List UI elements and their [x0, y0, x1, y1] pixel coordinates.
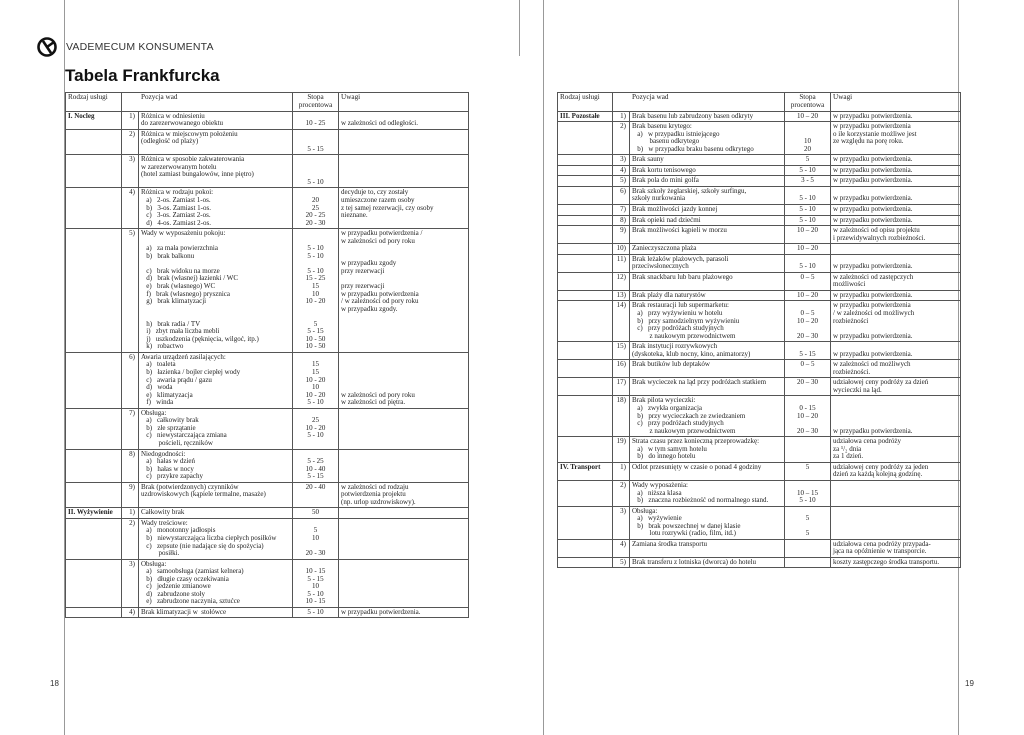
item-number-cell: 3)	[122, 559, 139, 607]
item-number-cell: 2)	[122, 129, 139, 155]
notes-cell: w przypadku potwierdzenia / w zależności od możliwych rozbieżności w przypadku potwierdzenia.	[831, 301, 961, 342]
position-cell: Brak sauny	[630, 155, 785, 166]
notes-cell: udziałowej ceny podróży za dzień wycieczki na ląd.	[831, 378, 961, 396]
page-fold-left	[519, 0, 520, 56]
position-cell: Wady wyposażenia: a) niższa klasa b) znaczna rozbieżność od normalnego stand.	[630, 480, 785, 506]
position-cell: Obsługa: a) wyżywienie b) brak powszechnej w danej klasie lotu rozrywki (radio, film, itd.)	[630, 506, 785, 539]
notes-cell: w zależności od zastępczych możliwości	[831, 272, 961, 290]
table-row	[558, 272, 961, 290]
table-row	[558, 290, 961, 301]
column-header-category: Rodzaj usługi	[66, 93, 122, 112]
table-row	[66, 482, 469, 508]
percent-cell: 5 10 20 - 30	[293, 518, 339, 559]
item-number-cell: 10)	[613, 244, 630, 255]
position-cell: Zanieczyszczona plaża	[630, 244, 785, 255]
percent-cell: 10 – 20	[785, 290, 831, 301]
percent-cell: 0 – 5	[785, 360, 831, 378]
item-number-cell: 19)	[613, 437, 630, 463]
table-row	[558, 186, 961, 204]
item-number-cell: 5)	[613, 557, 630, 568]
notes-cell: w przypadku potwierdzenia.	[831, 205, 961, 216]
position-cell: Brak możliwości jazdy konnej	[630, 205, 785, 216]
notes-cell	[339, 508, 469, 519]
item-number-cell: 1)	[122, 508, 139, 519]
table-row	[558, 462, 961, 480]
category-cell	[66, 229, 122, 353]
percent-cell: 0 – 5	[785, 272, 831, 290]
item-number-cell: 3)	[613, 155, 630, 166]
brand-name: VADEMECUM KONSUMENTA	[66, 41, 214, 53]
column-header-position: Pozycja wad	[122, 93, 293, 112]
item-number-cell: 12)	[613, 272, 630, 290]
percent-cell: 5 - 15	[293, 129, 339, 155]
table-row	[66, 518, 469, 559]
position-cell: Zamiana środka transportu	[630, 539, 785, 557]
item-number-cell: 1)	[613, 111, 630, 122]
position-cell: Brak snackbaru lub baru plażowego	[630, 272, 785, 290]
table-row	[558, 557, 961, 568]
percent-cell: 5 - 10	[293, 155, 339, 188]
item-number-cell: 9)	[613, 226, 630, 244]
table-row	[558, 176, 961, 187]
category-cell	[66, 352, 122, 408]
table-row	[558, 155, 961, 166]
position-cell: Wady treściowe: a) monotonny jadłospis b) niewystarczająca liczba ciepłych posiłków c) zepsute (nie nadające się do spożycia) posiłki.	[139, 518, 293, 559]
notes-cell	[831, 244, 961, 255]
percent-cell: 10 – 20	[785, 244, 831, 255]
item-number-cell: 8)	[122, 449, 139, 482]
category-cell	[558, 244, 613, 255]
notes-cell: w przypadku potwierdzenia / w zależności od pory roku w przypadku zgody przy rezerwacji przy rezerwacji w przypadku potwierdzenia / w zależności od pory roku w przypadku zgody.	[339, 229, 469, 353]
frankfurt-table-left	[65, 92, 469, 618]
notes-cell: koszty zastępczego środka transportu.	[831, 557, 961, 568]
position-cell: Brak kortu tenisowego	[630, 165, 785, 176]
column-header-position: Pozycja wad	[613, 93, 785, 112]
table-row	[558, 506, 961, 539]
table-row	[66, 449, 469, 482]
item-number-cell: 6)	[613, 186, 630, 204]
percent-cell	[785, 557, 831, 568]
notes-cell	[339, 408, 469, 449]
category-cell	[558, 186, 613, 204]
position-cell: Brak wycieczek na ląd przy podróżach statkiem	[630, 378, 785, 396]
notes-cell: w przypadku potwierdzenia.	[831, 176, 961, 187]
percent-cell	[785, 539, 831, 557]
item-number-cell: 2)	[613, 122, 630, 155]
table-row	[66, 352, 469, 408]
category-cell	[558, 122, 613, 155]
column-header-percent: Stopa procentowa	[293, 93, 339, 112]
notes-cell: w zależności od odległości.	[339, 111, 469, 129]
item-number-cell: 18)	[613, 396, 630, 437]
item-number-cell: 7)	[122, 408, 139, 449]
percent-cell: 5 5	[785, 506, 831, 539]
notes-cell: w przypadku potwierdzenia.	[831, 186, 961, 204]
position-cell: Brak basenu lub zabrudzony basen odkryty	[630, 111, 785, 122]
category-cell	[66, 607, 122, 618]
percent-cell: 20 25 20 - 25 20 - 30	[293, 188, 339, 229]
column-header-category: Rodzaj usługi	[558, 93, 613, 112]
percent-cell: 10 - 25	[293, 111, 339, 129]
position-cell: Brak instytucji rozrywkowych (dyskoteka, klub nocny, kino, animatorzy)	[630, 342, 785, 360]
position-cell: Brak restauracji lub supermarketu: a) przy wyżywieniu w hotelu b) przy samodzielnym wyżywieniu c) przy podróżach studyjnych z naukowym przewodnictwem	[630, 301, 785, 342]
position-cell: Brak możliwości kąpieli w morzu	[630, 226, 785, 244]
item-number-cell: 11)	[613, 254, 630, 272]
table-row	[558, 226, 961, 244]
percent-cell: 20 – 30	[785, 378, 831, 396]
notes-cell: w przypadku potwierdzenia.	[831, 396, 961, 437]
frankfurt-table-right	[557, 92, 961, 568]
item-number-cell: 2)	[122, 518, 139, 559]
percent-cell: 0 – 5 10 – 20 20 – 30	[785, 301, 831, 342]
table-body-left	[66, 111, 469, 618]
position-cell: Brak szkoły żeglarskiej, szkoły surfingu, szkoły nurkowania	[630, 186, 785, 204]
category-cell	[558, 506, 613, 539]
notes-cell: udziałowa cena podróży za ¹/₂ dnia za 1 dzień.	[831, 437, 961, 463]
table-row	[558, 111, 961, 122]
item-number-cell: 8)	[613, 215, 630, 226]
position-cell: Brak pilota wycieczki: a) zwykła organizacja b) przy wycieczkach ze zwiedzaniem c) przy podróżach studyjnych z naukowym przewodnictwem	[630, 396, 785, 437]
position-cell: Niedogodności: a) hałas w dzień b) hałas w nocy c) przykre zapachy	[139, 449, 293, 482]
notes-cell	[339, 129, 469, 155]
table-row	[558, 480, 961, 506]
table-row	[558, 378, 961, 396]
table-row	[66, 607, 469, 618]
table-row	[558, 205, 961, 216]
position-cell: Obsługa: a) samoobsługa (zamiast kelnera) b) długie czasy oczekiwania c) jedzenie zmianowe d) zabrudzone stoły e) zabrudzone naczynia, sztućce	[139, 559, 293, 607]
page-title: Tabela Frankfurcka	[65, 66, 220, 85]
category-cell: IV. Transport	[558, 462, 613, 480]
item-number-cell: 13)	[613, 290, 630, 301]
notes-cell: w zależności od rodzaju potwierdzenia projektu (np. urlop uzdrowiskowy).	[339, 482, 469, 508]
percent-cell: 3 - 5	[785, 176, 831, 187]
table-header-row	[66, 93, 469, 112]
percent-cell: 10 – 20	[785, 226, 831, 244]
page-number-left: 18	[50, 679, 59, 688]
table-row	[558, 396, 961, 437]
percent-cell: 0 - 15 10 – 20 20 – 30	[785, 396, 831, 437]
notes-cell: w przypadku potwierdzenia.	[831, 155, 961, 166]
table-row	[558, 254, 961, 272]
notes-cell: w zależności od pory roku w zależności od piętra.	[339, 352, 469, 408]
category-cell	[66, 408, 122, 449]
percent-cell: 25 10 - 20 5 - 10	[293, 408, 339, 449]
table-row	[66, 229, 469, 353]
category-cell	[558, 290, 613, 301]
column-header-percent: Stopa procentowa	[785, 93, 831, 112]
percent-cell: 5 - 10	[785, 254, 831, 272]
table-row	[558, 539, 961, 557]
category-cell	[66, 188, 122, 229]
notes-cell	[339, 449, 469, 482]
position-cell: Brak opieki nad dziećmi	[630, 215, 785, 226]
table-row	[66, 129, 469, 155]
table-header-row	[558, 93, 961, 112]
percent-cell: 5 - 25 10 - 40 5 - 15	[293, 449, 339, 482]
percent-cell: 5	[785, 155, 831, 166]
percent-cell	[785, 437, 831, 463]
table-row	[558, 165, 961, 176]
table-row	[66, 559, 469, 607]
table-row	[558, 122, 961, 155]
percent-cell: 5 - 10	[293, 607, 339, 618]
category-cell	[558, 226, 613, 244]
position-cell: Brak plaży dla naturystów	[630, 290, 785, 301]
notes-cell	[831, 506, 961, 539]
table-row	[66, 188, 469, 229]
percent-cell: 15 15 10 - 20 10 10 - 20 5 - 10	[293, 352, 339, 408]
position-cell: Strata czasu przez konieczną przeprowadzkę: a) w tym samym hotelu b) do innego hotelu	[630, 437, 785, 463]
percent-cell: 10 – 20	[785, 111, 831, 122]
item-number-cell: 14)	[613, 301, 630, 342]
percent-cell: 10 – 15 5 - 10	[785, 480, 831, 506]
category-cell: I. Nocleg	[66, 111, 122, 129]
item-number-cell: 17)	[613, 378, 630, 396]
item-number-cell: 9)	[122, 482, 139, 508]
notes-cell: w przypadku potwierdzenia.	[831, 254, 961, 272]
percent-cell: 10 20	[785, 122, 831, 155]
category-cell	[558, 254, 613, 272]
percent-cell: 5 - 10	[785, 186, 831, 204]
percent-cell: 5 - 10	[785, 165, 831, 176]
percent-cell: 5 - 10 5 - 10 5 - 10 15 - 25 15 10 10 - 20 5 5 - 15 10 - 50 10 - 50	[293, 229, 339, 353]
page-number-right: 19	[965, 679, 974, 688]
notes-cell: w zależności od możliwych rozbieżności.	[831, 360, 961, 378]
notes-cell: w przypadku potwierdzenia.	[831, 215, 961, 226]
item-number-cell: 4)	[122, 188, 139, 229]
column-header-notes: Uwagi	[339, 93, 469, 112]
position-cell: Brak klimatyzacji w stołówce	[139, 607, 293, 618]
notes-cell: w przypadku potwierdzenia.	[831, 342, 961, 360]
category-cell	[558, 301, 613, 342]
table-body-right	[558, 111, 961, 568]
notes-cell: udziałowej ceny podróży za jeden dzień za każdą kolejną godzinę.	[831, 462, 961, 480]
percent-cell: 5 - 10	[785, 205, 831, 216]
item-number-cell: 16)	[613, 360, 630, 378]
category-cell	[558, 437, 613, 463]
percent-cell: 5	[785, 462, 831, 480]
notes-cell: udziałowa cena podróży przypada- jąca na opóźnienie w transporcie.	[831, 539, 961, 557]
notes-cell	[339, 559, 469, 607]
notes-cell: w przypadku potwierdzenia.	[831, 290, 961, 301]
category-cell	[558, 342, 613, 360]
table-row	[66, 155, 469, 188]
table-row	[558, 301, 961, 342]
position-cell: Brak transferu z lotniska (dworca) do hotelu	[630, 557, 785, 568]
position-cell: Brak leżaków plażowych, parasoli przeciwsłonecznych	[630, 254, 785, 272]
position-cell: Brak basenu krytego: a) w przypadku istniejącego basenu odkrytego b) w przypadku braku basenu odkrytego	[630, 122, 785, 155]
item-number-cell: 4)	[613, 165, 630, 176]
position-cell: Całkowity brak	[139, 508, 293, 519]
percent-cell: 20 - 40	[293, 482, 339, 508]
position-cell: Wady w wyposażeniu pokoju: a) za mała powierzchnia b) brak balkonu c) brak widoku na morze d) brak (własnej) łazienki / WC e) brak (własnego) WC f) brak (własnego) prysznica g) brak klimatyzacji h) brak radia / TV i) zbyt mała liczba mebli j) uszkodzenia (pęknięcia, wilgoć, itp.) k) robactwo	[139, 229, 293, 353]
table-row	[66, 508, 469, 519]
position-cell: Różnica w rodzaju pokoi: a) 2-os. Zamiast 1-os. b) 3-os. Zamiast 1-os. c) 3-os. Zamiast 2-os. d) 4-os. Zamiast 2-os.	[139, 188, 293, 229]
item-number-cell: 3)	[613, 506, 630, 539]
percent-cell: 5 - 15	[785, 342, 831, 360]
percent-cell: 50	[293, 508, 339, 519]
item-number-cell: 4)	[122, 607, 139, 618]
item-number-cell: 4)	[613, 539, 630, 557]
header	[36, 36, 214, 58]
item-number-cell: 6)	[122, 352, 139, 408]
item-number-cell: 5)	[122, 229, 139, 353]
percent-cell: 5 - 10	[785, 215, 831, 226]
position-cell: Różnica w miejscowym położeniu (odległość od plaży)	[139, 129, 293, 155]
vademecum-logo-icon	[36, 36, 58, 58]
category-cell	[558, 176, 613, 187]
notes-cell: w przypadku potwierdzenia.	[831, 111, 961, 122]
category-cell	[558, 272, 613, 290]
table-row	[558, 215, 961, 226]
category-cell: II. Wyżywienie	[66, 508, 122, 519]
item-number-cell: 5)	[613, 176, 630, 187]
position-cell: Różnica w odniesieniu do zarezerwowanego obiektu	[139, 111, 293, 129]
column-header-notes: Uwagi	[831, 93, 961, 112]
position-cell: Brak pola do mini golfa	[630, 176, 785, 187]
category-cell	[66, 449, 122, 482]
table-row	[66, 408, 469, 449]
position-cell: Obsługa: a) całkowity brak b) złe sprzątanie c) niewystarczająca zmiana pościeli, ręczników	[139, 408, 293, 449]
table-row	[558, 360, 961, 378]
item-number-cell: 7)	[613, 205, 630, 216]
item-number-cell: 3)	[122, 155, 139, 188]
position-cell: Brak butików lub deptaków	[630, 360, 785, 378]
item-number-cell: 15)	[613, 342, 630, 360]
category-cell	[558, 480, 613, 506]
category-cell	[66, 518, 122, 559]
position-cell: Odlot przesunięty w czasie o ponad 4 godziny	[630, 462, 785, 480]
item-number-cell: 1)	[122, 111, 139, 129]
position-cell: Awaria urządzeń zasilających: a) toaleta b) łazienka / bojler ciepłej wody c) awaria prądu / gazu d) woda e) klimatyzacja f) winda	[139, 352, 293, 408]
notes-cell: w przypadku potwierdzenia.	[339, 607, 469, 618]
notes-cell	[339, 518, 469, 559]
notes-cell: w zależności od opisu projektu i przewidywalnych rozbieżności.	[831, 226, 961, 244]
percent-cell: 10 - 15 5 - 15 10 5 - 10 10 - 15	[293, 559, 339, 607]
notes-cell	[339, 155, 469, 188]
notes-cell	[831, 480, 961, 506]
category-cell	[558, 557, 613, 568]
category-cell	[558, 155, 613, 166]
page-fold-right	[543, 0, 544, 735]
position-cell: Różnica w sposobie zakwaterowania w zarezerwowanym hotelu (hotel zamiast bungalowów, inne piętro)	[139, 155, 293, 188]
position-cell: Brak (potwierdzonych) czynników uzdrowiskowych (kąpiele termalne, masaże)	[139, 482, 293, 508]
category-cell	[66, 155, 122, 188]
notes-cell: w przypadku potwierdzenia.	[831, 165, 961, 176]
table-row	[558, 437, 961, 463]
category-cell	[558, 396, 613, 437]
category-cell	[558, 378, 613, 396]
category-cell	[558, 205, 613, 216]
category-cell: III. Pozostałe	[558, 111, 613, 122]
category-cell	[558, 539, 613, 557]
category-cell	[558, 360, 613, 378]
category-cell	[66, 482, 122, 508]
category-cell	[558, 215, 613, 226]
table-row	[558, 244, 961, 255]
category-cell	[558, 165, 613, 176]
table-row	[66, 111, 469, 129]
category-cell	[66, 559, 122, 607]
item-number-cell: 1)	[613, 462, 630, 480]
category-cell	[66, 129, 122, 155]
notes-cell: decyduje to, czy zostały umieszczone razem osoby z tej samej rezerwacji, czy osoby nieznane.	[339, 188, 469, 229]
table-row	[558, 342, 961, 360]
notes-cell: w przypadku potwierdzenia o ile korzystanie możliwe jest ze względu na porę roku.	[831, 122, 961, 155]
item-number-cell: 2)	[613, 480, 630, 506]
